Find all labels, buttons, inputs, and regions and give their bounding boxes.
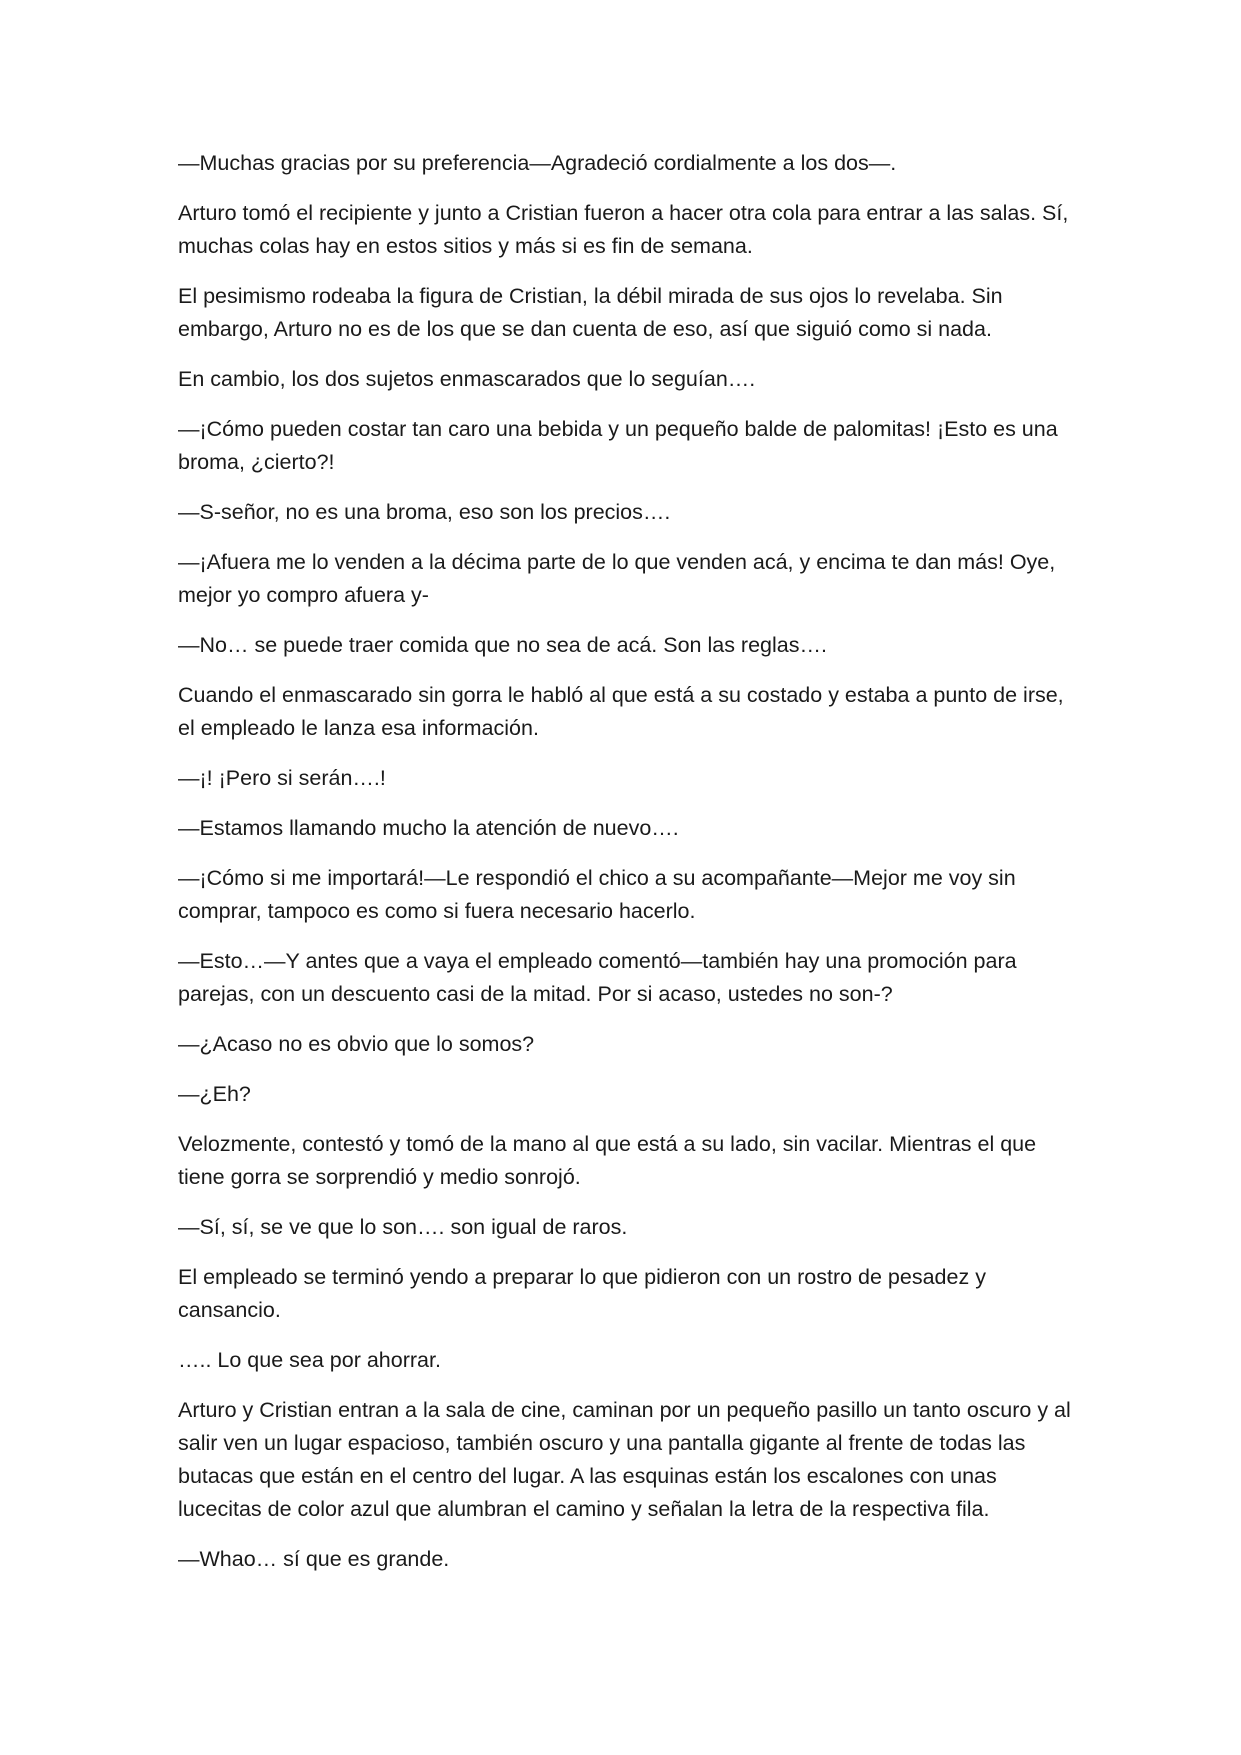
document-page bbox=[178, 147, 1083, 1593]
paragraph-1: —Muchas gracias por su preferencia—Agradeció cordialmente a los dos—. bbox=[178, 151, 897, 175]
paragraph-5: —¡Cómo pueden costar tan caro una bebida y un pequeño balde de palomitas! ¡Esto es una broma, ¿cierto?! bbox=[178, 417, 1058, 474]
paragraph-13: —Esto…—Y antes que a vaya el empleado comentó—también hay una promoción para parejas, con un descuento casi de la mitad. Por si acaso, ustedes no son-? bbox=[178, 949, 1017, 1006]
paragraph-7: —¡Afuera me lo venden a la décima parte de lo que venden acá, y encima te dan más! Oye, mejor yo compro afuera y- bbox=[178, 550, 1056, 607]
paragraph-21: —Whao… sí que es grande. bbox=[178, 1547, 450, 1571]
paragraph-10: —¡! ¡Pero si serán….! bbox=[178, 766, 386, 790]
paragraph-15: —¿Eh? bbox=[178, 1082, 251, 1106]
paragraph-14: —¿Acaso no es obvio que lo somos? bbox=[178, 1032, 535, 1056]
paragraph-3: El pesimismo rodeaba la figura de Cristian, la débil mirada de sus ojos lo revelaba. Sin embargo, Arturo no es de los que se dan cuenta de eso, así que siguió como si nada. bbox=[178, 284, 1003, 341]
paragraph-4: En cambio, los dos sujetos enmascarados que lo seguían…. bbox=[178, 367, 756, 391]
paragraph-16: Velozmente, contestó y tomó de la mano al que está a su lado, sin vacilar. Mientras el que tiene gorra se sorprendió y medio sonrojó. bbox=[178, 1132, 1037, 1189]
paragraph-2: Arturo tomó el recipiente y junto a Cristian fueron a hacer otra cola para entrar a las salas. Sí, muchas colas hay en estos sitios y más si es fin de semana. bbox=[178, 201, 1069, 258]
paragraph-8: —No… se puede traer comida que no sea de acá. Son las reglas…. bbox=[178, 633, 827, 657]
paragraph-18: El empleado se terminó yendo a preparar lo que pidieron con un rostro de pesadez y cansancio. bbox=[178, 1265, 986, 1322]
paragraph-6: —S-señor, no es una broma, eso son los precios…. bbox=[178, 500, 671, 524]
paragraph-20: Arturo y Cristian entran a la sala de cine, caminan por un pequeño pasillo un tanto oscuro y al salir ven un lugar espacioso, también oscuro y una pantalla gigante al frente de todas las butacas que están en el centro del lugar. A las esquinas están los escalones con unas lucecitas de color azul que alumbran el camino y señalan la letra de la respectiva fila. bbox=[178, 1398, 1071, 1521]
paragraph-9: Cuando el enmascarado sin gorra le habló al que está a su costado y estaba a punto de irse, el empleado le lanza esa información. bbox=[178, 683, 1064, 740]
paragraph-17: —Sí, sí, se ve que lo son…. son igual de raros. bbox=[178, 1215, 628, 1239]
paragraph-11: —Estamos llamando mucho la atención de nuevo…. bbox=[178, 816, 679, 840]
paragraph-19: ….. Lo que sea por ahorrar. bbox=[178, 1348, 441, 1372]
paragraph-12: —¡Cómo si me importará!—Le respondió el chico a su acompañante—Mejor me voy sin comprar, tampoco es como si fuera necesario hacerlo. bbox=[178, 866, 1016, 923]
